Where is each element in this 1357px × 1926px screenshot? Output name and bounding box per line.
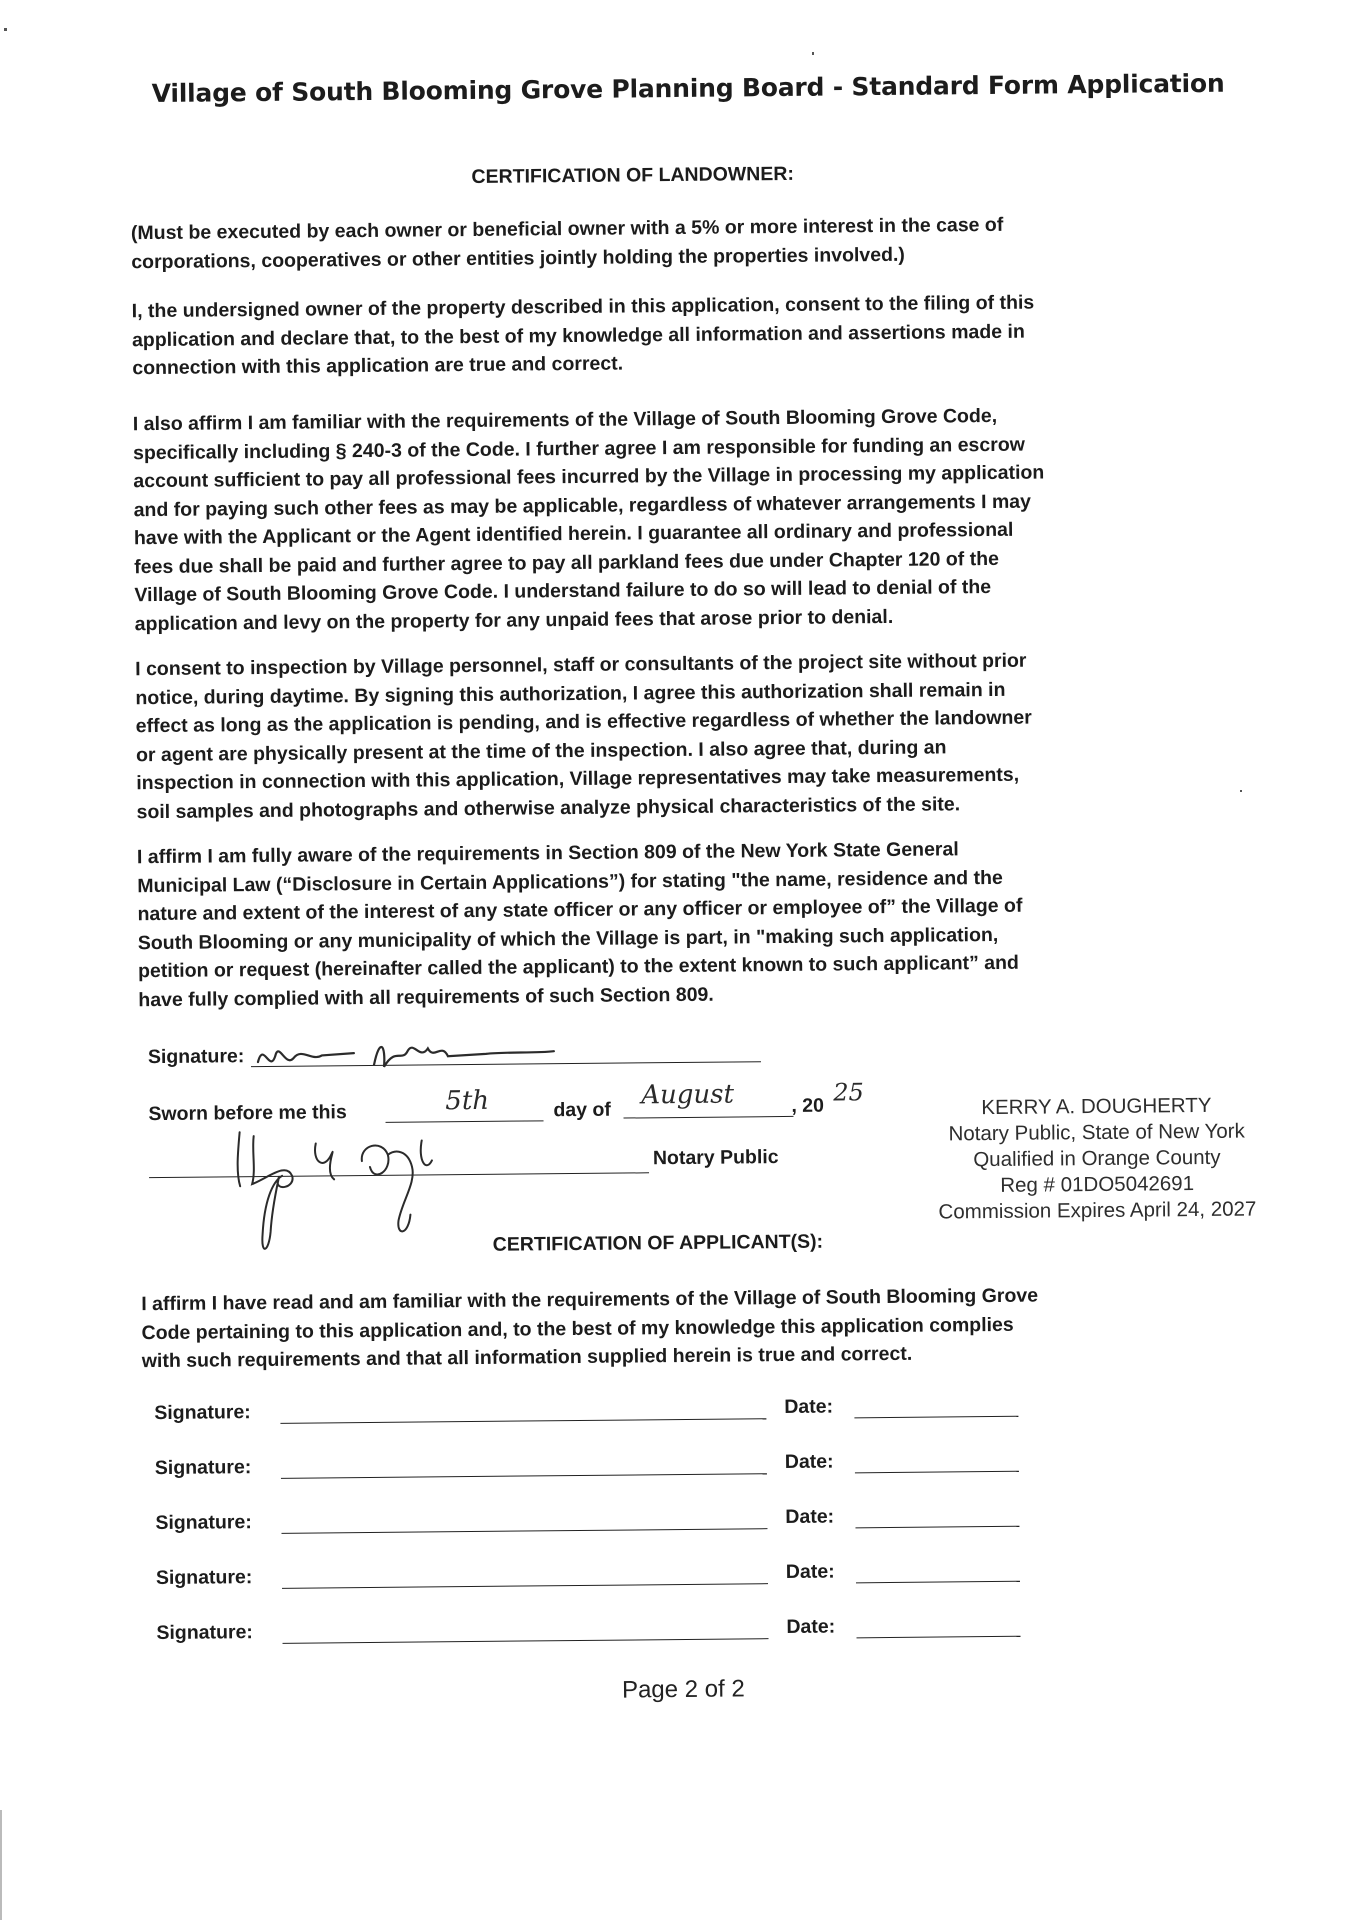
sworn-day-handwritten: 5th [445,1085,490,1117]
text-line: have with the Applicant or the Agent identified herein. I guarantee all ordinary and professional [133,518,1014,550]
signature-line[interactable] [281,1473,767,1479]
paragraph-inspection [135,645,1197,826]
text-line: Village of South Blooming Grove Code. I understand failure to do so will lead to denial of the [134,575,992,607]
stamp-line: Qualified in Orange County [973,1145,1221,1172]
signature-label: Signature: [155,1566,253,1590]
text-line: notice, during daytime. By signing this authorization, I agree this authorization shall remain in [135,678,1006,709]
applicant-heading: CERTIFICATION OF APPLICANT(S): [492,1230,824,1256]
sworn-year-handwritten: 25 [833,1078,864,1107]
date-label: Date: [784,1450,834,1474]
text-line: South Blooming or any municipality of which the Village is part, in "making such application, [137,923,999,954]
signature-line[interactable] [283,1638,769,1644]
text-line: Code pertaining to this application and, to the best of my knowledge this application complies [141,1313,1014,1344]
date-line[interactable] [855,1526,1019,1529]
scan-speck [1240,790,1242,792]
landowner-signature-scribble [256,1029,556,1082]
sworn-month-line[interactable] [624,1116,794,1119]
date-line[interactable] [855,1471,1019,1474]
date-label: Date: [785,1505,835,1529]
paragraph-ownership-scope [131,209,1191,276]
stamp-line: KERRY A. DOUGHERTY [981,1093,1212,1120]
text-line: application and levy on the property for any unpaid fees that arose prior to denial. [134,605,894,635]
signature-line[interactable] [282,1583,768,1589]
text-line: or agent are physically present at the time of the inspection. I also agree that, during an [135,735,947,766]
scan-speck [812,52,814,55]
date-label: Date: [786,1615,836,1639]
text-line: I, the undersigned owner of the property described in this application, consent to the filing of this [131,291,1035,323]
notary-public-label: Notary Public [652,1146,779,1170]
notary-stamp [906,1092,1287,1226]
text-line: I also affirm I am familiar with the requirements of the Village of South Blooming Grove Code, [132,404,998,436]
page-number: Page 2 of 2 [621,1675,745,1704]
text-line: connection with this application are true and correct. [132,352,624,380]
text-line: application and declare that, to the best of my knowledge all information and assertions made in [131,320,1025,351]
scan-edge [0,1810,2,1920]
signature-label: Signature: [154,1456,252,1480]
document-title: Village of South Blooming Grove Planning Board - Standard Form Application [151,68,1225,109]
date-label: Date: [785,1560,835,1584]
landowner-signature-label: Signature: [147,1045,245,1069]
landowner-heading: CERTIFICATION OF LANDOWNER: [471,162,795,188]
paragraph-applicant [141,1280,1202,1376]
paragraph-section-809 [137,833,1199,1014]
sworn-month-handwritten: August [641,1079,735,1111]
stamp-line: Commission Expires April 24, 2027 [938,1197,1257,1224]
sworn-before-label: Sworn before me this [148,1101,347,1126]
scan-speck [4,28,7,31]
text-line: with such requirements and that all information supplied herein is true and correct. [141,1342,913,1373]
day-of-label: day of [553,1098,611,1122]
text-line: I consent to inspection by Village personnel, staff or consultants of the project site without prior [135,649,1027,681]
text-line: have fully complied with all requirements of such Section 809. [138,983,714,1011]
text-line: nature and extent of the interest of any state officer or any officer or employee of” the Village of [137,894,1023,926]
text-line: (Must be executed by each owner or beneficial owner with a 5% or more interest in the case of [130,213,1004,245]
date-line[interactable] [856,1581,1020,1584]
text-line: and for paying such other fees as may be applicable, regardless of whatever arrangements I may [133,490,1032,521]
year-prefix-label: , 20 [791,1094,825,1117]
text-line: inspection in connection with this application, Village representatives may take measurements, [136,763,1020,795]
date-label: Date: [784,1395,834,1419]
date-line[interactable] [857,1636,1021,1639]
signature-label: Signature: [154,1401,251,1425]
signature-line[interactable] [280,1418,766,1424]
stamp-line: Reg # 01DO5042691 [1000,1172,1195,1197]
text-line: I affirm I have read and am familiar with the requirements of the Village of South Blooming Grove [141,1284,1039,1316]
date-line[interactable] [854,1416,1018,1419]
paragraph-fees [133,400,1195,638]
text-line: account sufficient to pay all professional fees incurred by the Village in processing my application [133,461,1045,493]
signature-label: Signature: [156,1621,253,1645]
signature-label: Signature: [155,1511,252,1535]
text-line: effect as long as the application is pending, and is effective regardless of whether the landowner [135,706,1032,738]
text-line: I affirm I am fully aware of the requirements in Section 809 of the New York State General [136,838,959,869]
text-line: fees due shall be paid and further agree to pay all parkland fees due under Chapter 120 of the [134,547,999,578]
notary-signature-scribble [212,1120,513,1263]
signature-line[interactable] [281,1528,767,1534]
text-line: soil samples and photographs and otherwise analyze physical characteristics of the site. [136,792,961,823]
stamp-line: Notary Public, State of New York [948,1119,1245,1146]
paragraph-consent [132,287,1193,383]
text-line: specifically including § 240-3 of the Code. I further agree I am responsible for funding an escrow [132,433,1025,464]
text-line: Municipal Law (“Disclosure in Certain Applications”) for stating "the name, residence and the [137,866,1003,897]
text-line: petition or request (hereinafter called the applicant) to the extent known to such applicant” and [137,951,1020,983]
text-line: corporations, cooperatives or other entities jointly holding the properties involved.) [131,243,905,273]
